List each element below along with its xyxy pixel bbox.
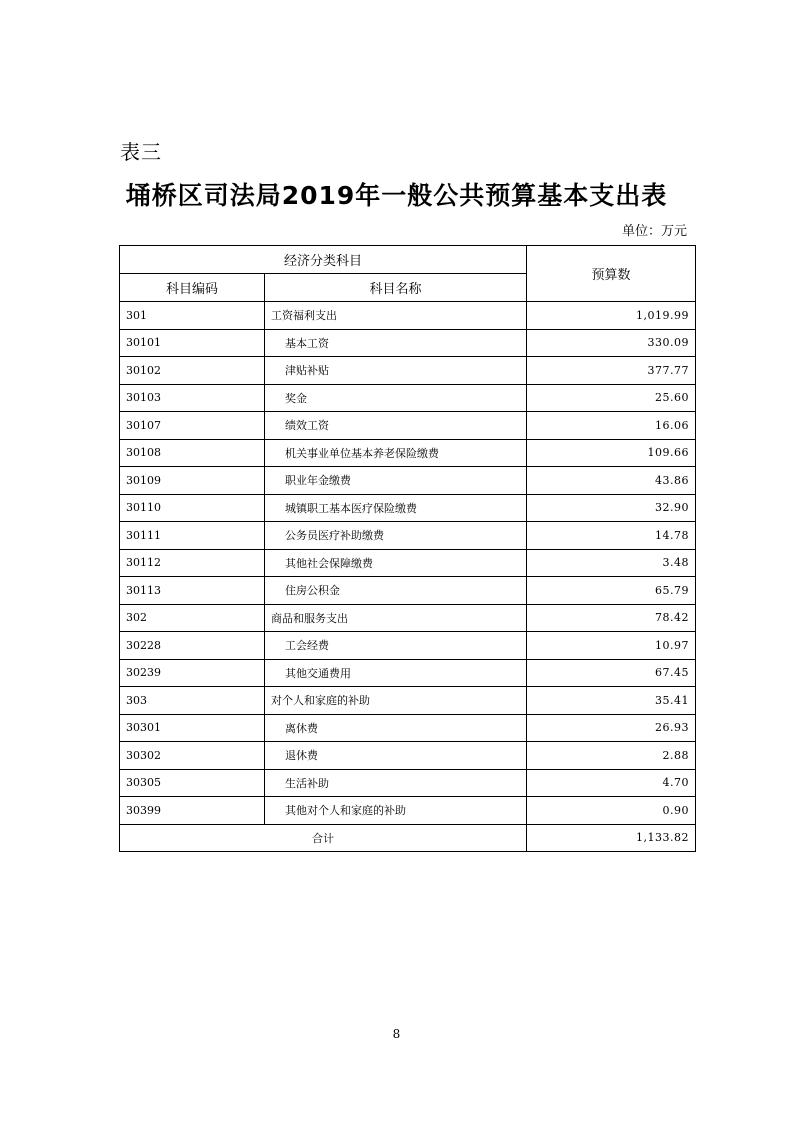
table-row [120, 384, 696, 412]
table-row [120, 522, 696, 550]
row-name: 住房公积金 [265, 577, 527, 605]
budget-table [119, 245, 696, 852]
row-code: 30101 [120, 329, 265, 357]
row-name: 其他社会保障缴费 [265, 549, 527, 577]
table-row [120, 494, 696, 522]
row-amount: 67.45 [527, 659, 696, 687]
row-name: 奖金 [265, 384, 527, 412]
table-row [120, 769, 696, 797]
table-row [120, 797, 696, 825]
row-amount: 2.88 [527, 742, 696, 770]
table-row [120, 439, 696, 467]
row-code: 30301 [120, 714, 265, 742]
row-amount: 65.79 [527, 577, 696, 605]
row-amount: 35.41 [527, 687, 696, 715]
row-code: 301 [120, 302, 265, 330]
row-name: 其他交通费用 [265, 659, 527, 687]
page-number: 8 [392, 1027, 401, 1041]
table-row [120, 467, 696, 495]
table-row [120, 742, 696, 770]
table-row [120, 714, 696, 742]
row-code: 30228 [120, 632, 265, 660]
row-amount: 25.60 [527, 384, 696, 412]
column-group-header: 经济分类科目 [120, 246, 527, 274]
row-code: 30102 [120, 357, 265, 385]
table-label: 表三 [120, 140, 162, 164]
row-amount: 109.66 [527, 439, 696, 467]
row-name: 退休费 [265, 742, 527, 770]
row-name: 基本工资 [265, 329, 527, 357]
row-code: 302 [120, 604, 265, 632]
row-name: 对个人和家庭的补助 [265, 687, 527, 715]
table-row [120, 329, 696, 357]
row-code: 30103 [120, 384, 265, 412]
row-name: 绩效工资 [265, 412, 527, 440]
table-row [120, 687, 696, 715]
table-body [120, 302, 696, 825]
row-amount: 32.90 [527, 494, 696, 522]
row-code: 303 [120, 687, 265, 715]
row-code: 30113 [120, 577, 265, 605]
row-amount: 3.48 [527, 549, 696, 577]
row-name: 生活补助 [265, 769, 527, 797]
total-label: 合计 [120, 824, 527, 852]
header-row-group [120, 246, 696, 274]
column-header-code: 科目编码 [120, 274, 265, 302]
unit-note: 单位：万元 [621, 224, 687, 239]
table-row [120, 632, 696, 660]
row-code: 30239 [120, 659, 265, 687]
row-name: 商品和服务支出 [265, 604, 527, 632]
row-name: 工会经费 [265, 632, 527, 660]
row-name: 机关事业单位基本养老保险缴费 [265, 439, 527, 467]
row-code: 30111 [120, 522, 265, 550]
row-name: 工资福利支出 [265, 302, 527, 330]
row-amount: 43.86 [527, 467, 696, 495]
row-code: 30305 [120, 769, 265, 797]
row-name: 公务员医疗补助缴费 [265, 522, 527, 550]
row-code: 30302 [120, 742, 265, 770]
total-amount: 1,133.82 [527, 824, 696, 852]
row-amount: 78.42 [527, 604, 696, 632]
table-row [120, 412, 696, 440]
row-amount: 330.09 [527, 329, 696, 357]
table-row [120, 577, 696, 605]
table-row [120, 357, 696, 385]
row-amount: 10.97 [527, 632, 696, 660]
row-name: 职业年金缴费 [265, 467, 527, 495]
table-row [120, 302, 696, 330]
table-row [120, 604, 696, 632]
row-name: 城镇职工基本医疗保险缴费 [265, 494, 527, 522]
row-code: 30109 [120, 467, 265, 495]
row-amount: 4.70 [527, 769, 696, 797]
row-amount: 14.78 [527, 522, 696, 550]
column-header-name: 科目名称 [265, 274, 527, 302]
row-name: 其他对个人和家庭的补助 [265, 797, 527, 825]
row-code: 30108 [120, 439, 265, 467]
row-code: 30110 [120, 494, 265, 522]
page-title: 埇桥区司法局2019年一般公共预算基本支出表 [125, 181, 668, 210]
row-name: 津贴补贴 [265, 357, 527, 385]
row-code: 30112 [120, 549, 265, 577]
table-row [120, 659, 696, 687]
row-code: 30399 [120, 797, 265, 825]
column-header-amount: 预算数 [527, 246, 696, 302]
table-row [120, 549, 696, 577]
row-amount: 26.93 [527, 714, 696, 742]
row-amount: 16.06 [527, 412, 696, 440]
row-code: 30107 [120, 412, 265, 440]
row-amount: 0.90 [527, 797, 696, 825]
row-name: 离休费 [265, 714, 527, 742]
row-amount: 1,019.99 [527, 302, 696, 330]
row-amount: 377.77 [527, 357, 696, 385]
total-row [120, 824, 696, 852]
